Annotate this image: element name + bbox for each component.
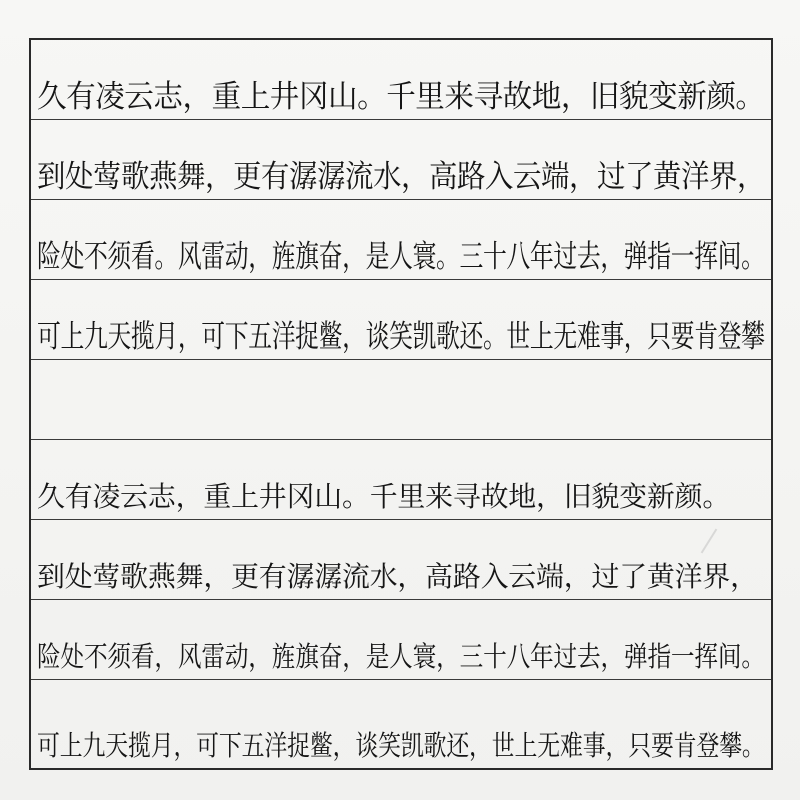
ruled-line-8 [31, 600, 771, 680]
ruled-line-9 [31, 680, 771, 768]
handwritten-line: 险处不须看，风雷动，旌旗奋，是人寰，三十八年过去，弹指一挥间。 [37, 640, 765, 673]
ruled-line-3 [31, 200, 771, 280]
handwritten-line: 可上九天揽月，可下五洋捉鳖，谈笑凯歌还。世上无难事，只要肯登攀 [37, 319, 765, 355]
ruled-line-7 [31, 520, 771, 600]
handwritten-line: 险处不须看。风雷动，旌旗奋，是人寰。三十八年过去，弹指一挥间。 [37, 239, 765, 275]
handwritten-line: 久有凌云志，重上井冈山。千里来寻故地，旧貌变新颜。 [37, 79, 765, 115]
ruled-line-6 [31, 440, 771, 520]
ruled-line-2 [31, 120, 771, 200]
blank-ruled-line [31, 360, 771, 440]
ruled-frame [29, 38, 773, 770]
handwritten-line: 可上九天揽月，可下五洋捉鳖，谈笑凯歌还，世上无难事，只要肯登攀。 [37, 729, 765, 762]
ruled-line-4 [31, 280, 771, 360]
ruled-line-1 [31, 40, 771, 120]
handwritten-line: 到处莺歌燕舞，更有潺潺流水，高路入云端，过了黄洋界， [37, 560, 758, 593]
handwritten-line: 到处莺歌燕舞，更有潺潺流水，高路入云端，过了黄洋界， [37, 159, 765, 195]
handwritten-line: 久有凌云志，重上井冈山。千里来寻故地，旧貌变新颜。 [37, 480, 731, 513]
